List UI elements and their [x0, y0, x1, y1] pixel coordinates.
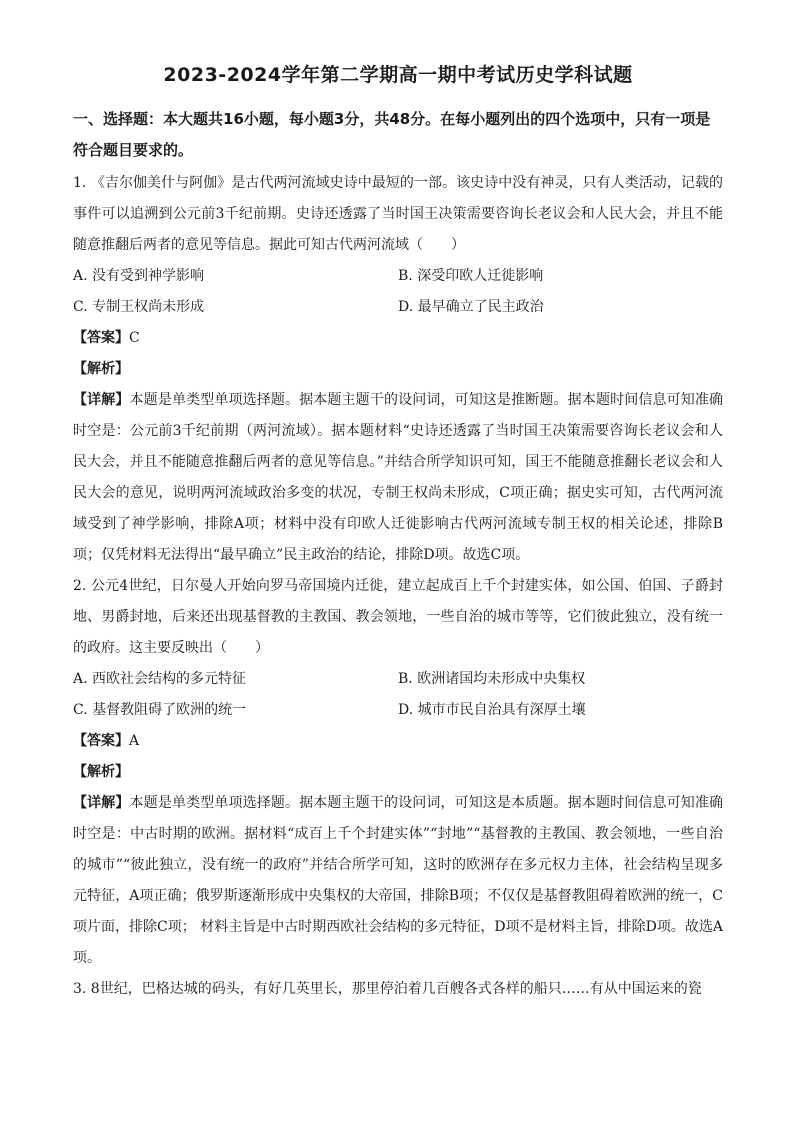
answer-value: A — [129, 733, 140, 749]
detail-tag: 【详解】 — [73, 392, 130, 408]
option-c: C. 专制王权尚未形成 — [73, 299, 205, 315]
option-b: B. 欧洲诸国均未形成中央集权 — [398, 671, 586, 687]
answer-line — [73, 323, 723, 354]
detail-paragraph — [73, 385, 723, 571]
question-stem: 1. 《吉尔伽美什与阿伽》是古代两河流域史诗中最短的一部。该史诗中没有神灵，只有人类活动，记载的事件可以追溯到公元前3千纪前期。史诗还透露了当时国王决策需要咨询长老议会和人民大会，并且不能随意推翻后两者的意见等信息。据此可知古代两河流域（ ） — [73, 175, 723, 253]
option-a: A. 没有受到神学影响 — [73, 268, 205, 284]
answer-line — [73, 726, 723, 757]
option-a: A. 西欧社会结构的多元特征 — [73, 671, 247, 687]
question-stem: 3. 8世纪，巴格达城的码头，有好几英里长，那里停泊着几百艘各式各样的船只……有从中国运来的瓷 — [73, 981, 702, 997]
question-2 — [73, 571, 723, 974]
option-d: D. 最早确立了民主政治 — [398, 299, 544, 315]
question-1 — [73, 168, 723, 571]
option-d: D. 城市市民自治具有深厚土壤 — [398, 702, 586, 718]
answer-tag: 【答案】 — [73, 330, 129, 346]
options-grid — [73, 261, 723, 323]
option-c: C. 基督教阻碍了欧洲的统一 — [73, 702, 247, 718]
answer-tag: 【答案】 — [73, 733, 129, 749]
options-grid — [73, 664, 723, 726]
section-heading: 一、选择题：本大题共16小题，每小题3分，共48分。在每小题列出的四个选项中，只有一项是符合题目要求的。 — [73, 110, 711, 159]
analysis-tag: 【解析】 — [73, 764, 129, 780]
detail-text: 本题是单类型单项选择题。据本题主题干的设问词，可知这是推断题。据本题时间信息可知准确时空是：公元前3千纪前期（两河流域）。据本题材料“史诗还透露了当时国王决策需要咨询长老议会和人民大会，并且不能随意推翻后两者的意见等信息。”并结合所学知识可知，国王不能随意推翻长老议会和人民大会的意见，说明两河流域政治多变的状况，专制王权尚未形成，C项正确；据史实可知，古代两河流域受到了神学影响，排除A项；材料中没有印欧人迁徙影响古代两河流域专制王权的相关论述，排除B项；仅凭材料无法得出“最早确立”民主政治的结论，排除D项。故选C项。 — [73, 392, 724, 563]
page-title: 2023-2024学年第二学期高一期中考试历史学科试题 — [163, 64, 633, 86]
detail-tag: 【详解】 — [73, 795, 130, 811]
question-3 — [73, 974, 723, 1005]
analysis-tag: 【解析】 — [73, 361, 129, 377]
exam-page — [73, 62, 723, 1005]
detail-paragraph — [73, 788, 723, 974]
option-b: B. 深受印欧人迁徙影响 — [398, 268, 544, 284]
detail-text: 本题是单类型单项选择题。据本题主题干的设问词，可知这是本质题。据本题时间信息可知准确时空是：中古时期的欧洲。据材料“成百上千个封建实体”“封地”“基督教的主教国、教会领地，一些自治的城市”“彼此独立，没有统一的政府”并结合所学可知，这时的欧洲存在多元权力主体，社会结构呈现多元特征，A项正确；俄罗斯逐渐形成中央集权的大帝国，排除B项；不仅仅是基督教阻碍着欧洲的统一，C项片面，排除C项； 材料主旨是中古时期西欧社会结构的多元特征，D项不是材料主旨，排除D项。故选A项。 — [73, 795, 724, 966]
answer-value: C — [129, 330, 140, 346]
question-stem: 2. 公元4世纪，日尔曼人开始向罗马帝国境内迁徙，建立起成百上千个封建实体，如公国、伯国、子爵封地、男爵封地，后来还出现基督教的主教国、教会领地，一些自治的城市等等，它们彼此独立，没有统一的政府。这主要反映出（ ） — [73, 578, 723, 656]
